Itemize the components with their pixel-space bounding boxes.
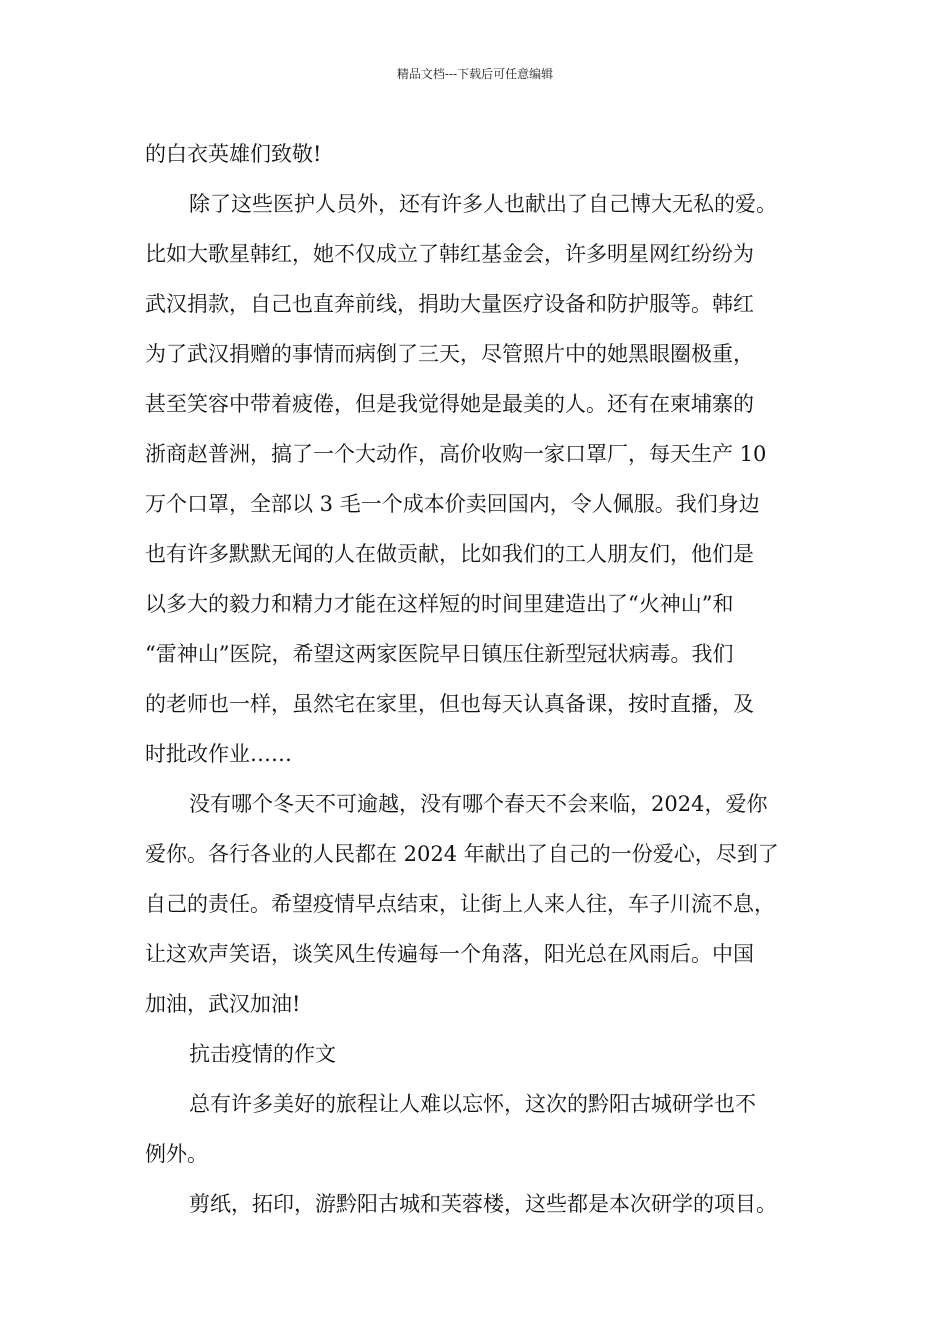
text-line: 武汉捐款，自己也直奔前线，捐助大量医疗设备和防护服等。韩红 — [145, 292, 754, 316]
document-body — [145, 129, 825, 1229]
text-line: 甚至笑容中带着疲倦，但是我觉得她是最美的人。还有在柬埔寨的 — [145, 392, 754, 416]
text-line: 加油，武汉加油! — [145, 992, 301, 1016]
text-line: 为了武汉捐赠的事情而病倒了三天，尽管照片中的她黑眼圈极重， — [145, 342, 754, 366]
text-line: 除了这些医护人员外，还有许多人也献出了自己博大无私的爱。 — [189, 192, 777, 216]
text-line: 浙商赵普洲，搞了一个大动作，高价收购一家口罩厂，每天生产 10 — [145, 442, 767, 466]
text-line: 也有许多默默无闻的人在做贡献，比如我们的工人朋友们，他们是 — [145, 542, 754, 566]
text-line: 爱你。各行各业的人民都在 2024 年献出了自己的一份爱心，尽到了 — [145, 842, 779, 866]
text-line: 万个口罩，全部以 3 毛一个成本价卖回国内，令人佩服。我们身边 — [145, 492, 760, 516]
text-line: 总有许多美好的旅程让人难以忘怀，这次的黔阳古城研学也不 — [189, 1092, 756, 1116]
page-header — [0, 66, 950, 82]
text-line: 自己的责任。希望疫情早点结束，让街上人来人往，车子川流不息， — [145, 892, 775, 916]
text-line: 例外。 — [145, 1142, 208, 1166]
text-line: 的老师也一样，虽然宅在家里，但也每天认真备课，按时直播，及 — [145, 692, 754, 716]
text-line: 让这欢声笑语，谈笑风生传遍每一个角落，阳光总在风雨后。中国 — [145, 942, 754, 966]
text-line: 没有哪个冬天不可逾越，没有哪个春天不会来临，2024，爱你 — [189, 792, 768, 816]
header-text: 精品文档---下载后可任意编辑 — [396, 67, 554, 81]
text-line: “雷神山”医院，希望这两家医院早日镇压住新型冠状病毒。我们 — [145, 642, 734, 666]
text-line: 剪纸，拓印，游黔阳古城和芙蓉楼，这些都是本次研学的项目。 — [189, 1192, 777, 1216]
section-heading: 抗击疫情的作文 — [189, 1042, 336, 1066]
text-line: 以多大的毅力和精力才能在这样短的时间里建造出了“火神山”和 — [145, 592, 734, 616]
text-line: 比如大歌星韩红，她不仅成立了韩红基金会，许多明星网红纷纷为 — [145, 242, 754, 266]
text-line: 的白衣英雄们致敬! — [145, 142, 322, 166]
text-line: 时批改作业…… — [145, 742, 292, 766]
